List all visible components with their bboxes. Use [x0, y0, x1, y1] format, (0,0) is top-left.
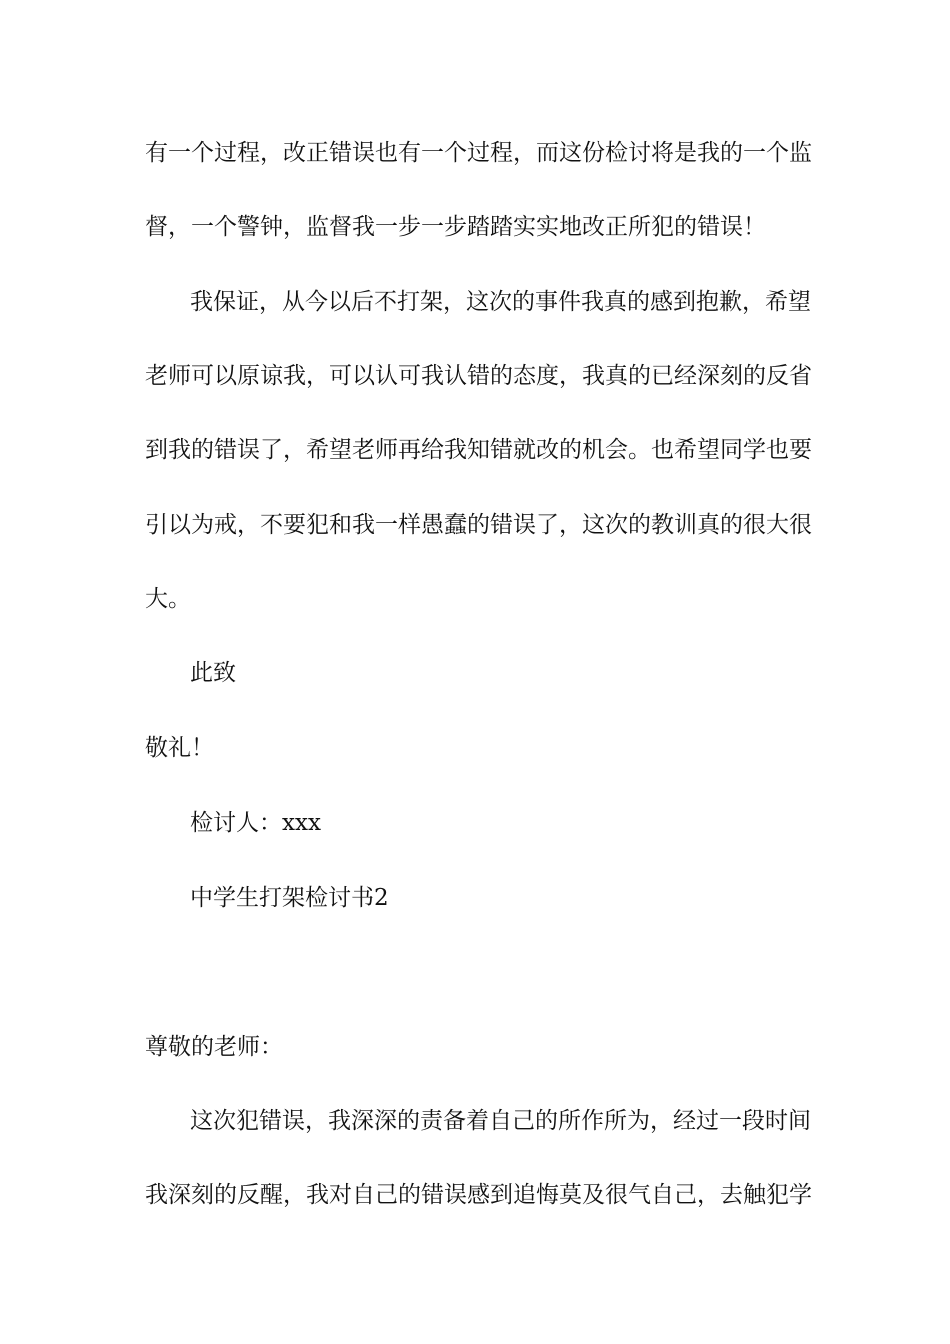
text-line-4: 老师可以原谅我，可以认可我认错的态度，我真的已经深刻的反省	[145, 363, 812, 389]
text-line-6: 引以为戒，不要犯和我一样愚蠢的错误了，这次的教训真的很大很	[145, 512, 812, 538]
greeting: 尊敬的老师：	[145, 1034, 283, 1060]
text-line-13: 这次犯错误，我深深的责备着自己的所作所为，经过一段时间	[190, 1108, 811, 1134]
section-title: 中学生打架检讨书2	[190, 885, 389, 911]
signature-line: 检讨人：xxx	[190, 810, 321, 836]
closing-regards: 敬礼！	[145, 735, 214, 761]
text-line-7: 大。	[145, 586, 191, 612]
text-line-2: 督，一个警钟，监督我一步一步踏踏实实地改正所犯的错误！	[145, 214, 766, 240]
closing-salutation: 此致	[190, 660, 236, 686]
text-line-14: 我深刻的反醒，我对自己的错误感到追悔莫及很气自己，去触犯学	[145, 1182, 812, 1208]
text-line-3: 我保证，从今以后不打架，这次的事件我真的感到抱歉，希望	[190, 289, 811, 315]
text-line-1: 有一个过程，改正错误也有一个过程，而这份检讨将是我的一个监	[145, 140, 812, 166]
text-line-5: 到我的错误了，希望老师再给我知错就改的机会。也希望同学也要	[145, 437, 812, 463]
